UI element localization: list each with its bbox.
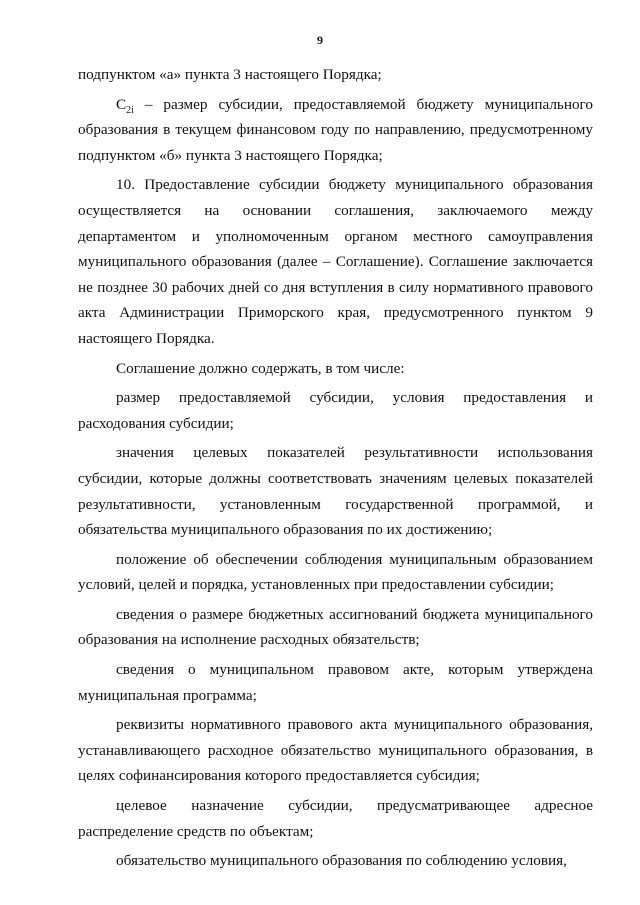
list-item-budget-allocations: сведения о размере бюджетных ассигнований бюджета муниципального образования на исполнение расходных обязательств; (78, 605, 593, 649)
paragraph-agreement-contents: Соглашение должно содержать, в том числе: (116, 359, 405, 377)
paragraph-item-10: 10. Предоставление субсидии бюджету муниципального образования осуществляется на основании соглашения, заключаемого между департаментом и уполномоченным органом местного самоуправления муниципального образования (далее – Соглашение). Соглашение заключается не позднее 30 рабочих дней со дня вступления в силу нормативного правового акта Администрации Приморского края, предусмотренного пунктом 9 настоящего Порядка. (78, 176, 593, 347)
definition-text: – размер субсидии, предоставляемой бюджету муниципального образования в текущем финансовом году по направлению, предусмотренному подпунктом «б» пункта 3 настоящего Порядка; (78, 95, 593, 164)
paragraph-continuation: подпунктом «а» пункта 3 настоящего Порядка; (78, 66, 382, 83)
list-item-compliance: положение об обеспечении соблюдения муниципальным образованием условий, целей и порядка, установленных при предоставлении субсидии; (78, 550, 593, 594)
list-item-purpose: целевое назначение субсидии, предусматривающее адресное распределение средств по объектам; (78, 797, 593, 840)
formula-subscript: 2i (126, 104, 134, 116)
list-item-target-indicators: значения целевых показателей результативности использования субсидии, которые должны соответствовать значениям целевых показателей результативности, установленным государственной программой, и обязательства муниципального образования по их достижению; (78, 444, 593, 539)
list-item-legal-act-details: реквизиты нормативного правового акта муниципального образования, устанавливающего расходное обязательство муниципального образования, в целях софинансирования которого предоставляется субсидия; (78, 716, 593, 785)
document-body (78, 62, 593, 874)
page-number: 9 (317, 33, 323, 47)
list-item-municipal-act: сведения о муниципальном правовом акте, которым утверждена муниципальная программа; (78, 661, 593, 704)
formula-symbol: C (116, 95, 127, 113)
list-item-obligation: обязательство муниципального образования по соблюдению условия, (116, 852, 567, 870)
list-item-subsidy-size: размер предоставляемой субсидии, условия предоставления и расходования субсидии; (78, 389, 593, 432)
paragraph-c2i-definition (78, 92, 593, 169)
